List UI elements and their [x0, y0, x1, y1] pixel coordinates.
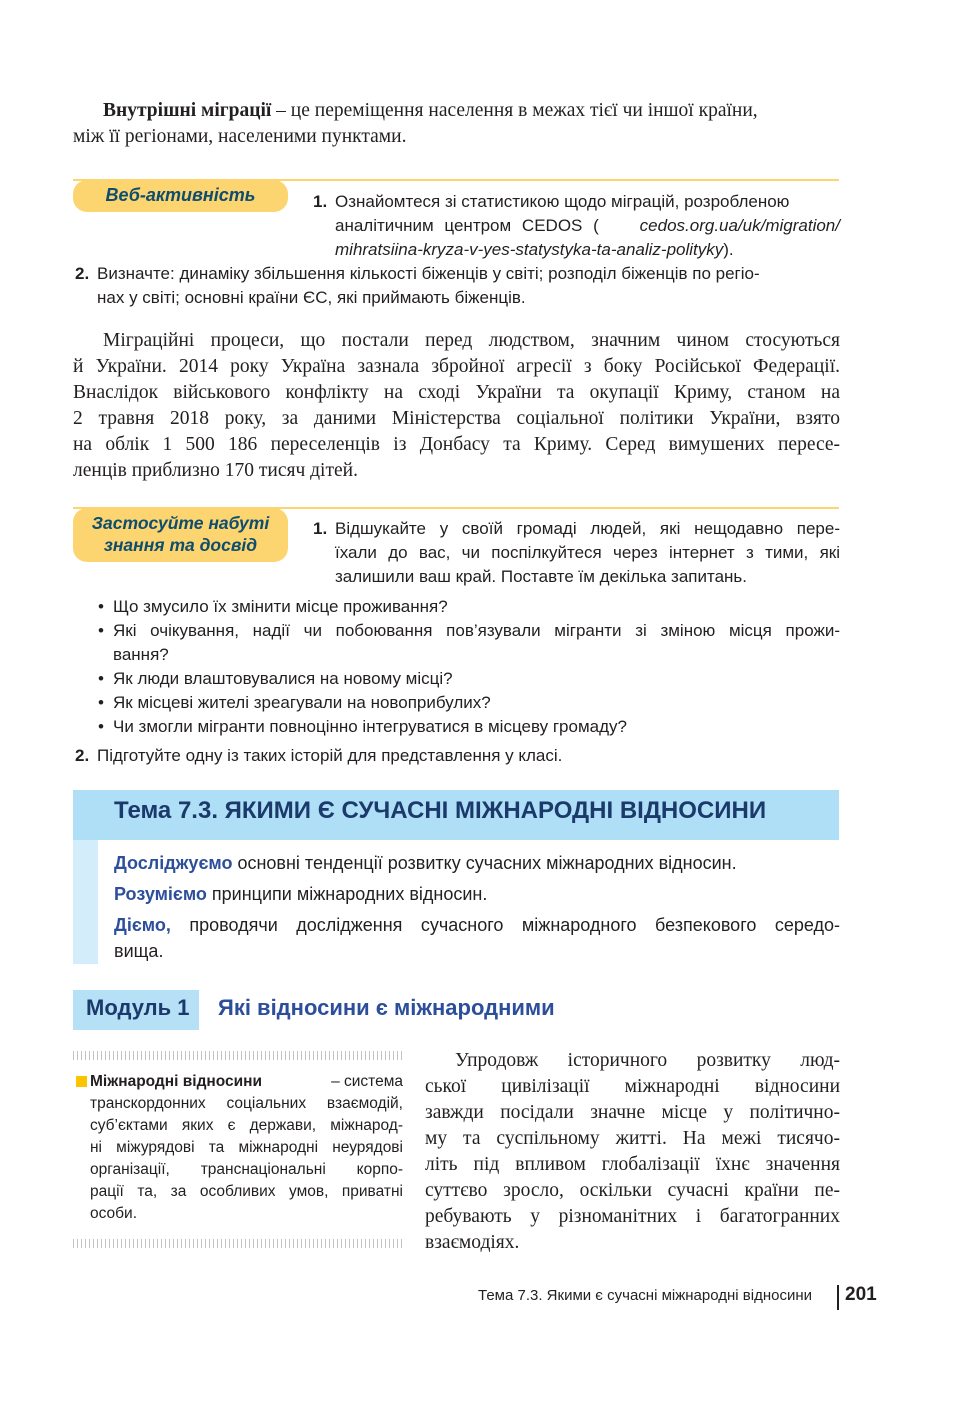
- glossary-bottom-rule: [73, 1239, 403, 1248]
- web-item1-number: 1.: [313, 192, 328, 211]
- module-body-text: Упродовж історичного розвитку люд- ської цивілізації міжнародні відносини завжди посідали значне місце у політично- му та суспільному житті. На межі тисячо- літь під впливом глобалізації їхнє значення суттєво зросло, оскільки сучасні країни пе- ребувають у різноманітних і багатогранних взаємодіях.: [425, 1050, 840, 1253]
- apply-bullet-1: • Що змусило їх змінити місце проживання?: [113, 595, 448, 619]
- web-item1-line1: Ознайомтеся зі статистикою щодо міграцій, розробленою: [335, 192, 790, 211]
- apply-bullet-4: • Як місцеві жителі зреагували на новоприбулих?: [113, 691, 491, 715]
- glossary-term: Міжнародні відносини: [90, 1073, 263, 1090]
- apply-label: Застосуйте набуті знання та досвід: [73, 508, 288, 562]
- web-item2-line1: Визначте: динаміку збільшення кількості біженців у світі; розподіл біженців по регіо-: [97, 264, 760, 283]
- cedos-link[interactable]: cedos.org.ua/uk/migration/: [639, 216, 840, 235]
- web-item1-line2: аналітичним центром CEDOS ( cedos.org.ua/uk/migration/: [335, 214, 840, 238]
- goal-explore: Досліджуємо основні тенденції розвитку сучасних міжнародних відносин.: [114, 853, 737, 873]
- apply-bullet-3: • Як люди влаштовувалися на новому місці?: [113, 667, 453, 691]
- apply-item1-text: Відшукайте у своїй громаді людей, які нещодавно пере- їхали до вас, чи поспілкуйтеся через інтернет з тими, які залишили ваш край. Поставте їм декілька запитань.: [335, 519, 840, 586]
- footer-divider: [837, 1285, 839, 1310]
- topic-title: Тема 7.3. ЯКИМИ Є СУЧАСНІ МІЖНАРОДНІ ВІДНОСИНИ: [114, 797, 767, 824]
- glossary-marker-icon: [76, 1076, 87, 1087]
- apply-bullet-2: • Які очікування, надії чи побоювання пов’язували мігранти зі зміною місця прожи-: [113, 619, 840, 643]
- topic-side-bar: [73, 840, 98, 964]
- glossary-definition: Міжнародні відносини – система транскордонних соціальних взаємодій, суб’єктами яких є держави, міжнарод- ні міжурядові та міжнародні неурядові організації, транснаціональні корпо- рації та, за особливих умов, приватні особи.: [90, 1073, 403, 1222]
- intro-line-1: Внутрішні міграції – це переміщення населення в межах тієї чи іншої країни,: [103, 100, 758, 121]
- page-number: 201: [845, 1284, 877, 1305]
- apply-item2-number: 2.: [75, 746, 90, 765]
- apply-item1-number: 1.: [313, 519, 328, 538]
- web-item1-line3: mihratsiina-kryza-v-yes-statystyka-ta-analiz-polityky).: [335, 240, 734, 259]
- glossary-top-rule: [73, 1051, 403, 1060]
- module-label: Модуль 1: [86, 995, 190, 1020]
- apply-bullet-2-cont: вання?: [113, 645, 169, 664]
- intro-term: Внутрішні міграції: [103, 100, 272, 121]
- intro-line-2: між її регіонами, населеними пунктами.: [73, 126, 407, 147]
- web-item2-number: 2.: [75, 264, 90, 283]
- web-activity-label: Веб-активність: [73, 180, 288, 212]
- migration-paragraph: Міграційні процеси, що постали перед людством, значним чином стосуються й України. 2014 року Україна зазнала збройної агресії з боку Російської Федерації. Внаслідок військового конфлікту на сході України та окупації Криму, станом на 2 травня 2018 року, за даними Міністерства соціальної політики України, взято на облік 1 500 186 переселенців із Донбасу та Криму. Серед вимушених пересе- ленців приблизно 170 тисяч дітей.: [73, 330, 840, 481]
- apply-bullet-5: • Чи змогли мігранти повноцінно інтегруватися в місцеву громаду?: [113, 715, 627, 739]
- cedos-link-cont[interactable]: mihratsiina-kryza-v-yes-statystyka-ta-analiz-polityky: [335, 240, 724, 259]
- apply-item2-text: Підготуйте одну із таких історій для представлення у класі.: [97, 746, 563, 765]
- goal-understand: Розуміємо принципи міжнародних відносин.: [114, 884, 488, 904]
- web-item2-line2: нах у світі; основні країни ЄС, які приймають біженців.: [97, 288, 526, 307]
- goal-act: Діємо, проводячи дослідження сучасного міжнародного безпекового середо-: [114, 915, 840, 935]
- footer-running-title: Тема 7.3. Якими є сучасні міжнародні відносини: [478, 1287, 812, 1304]
- goal-act-cont: вища.: [114, 941, 164, 961]
- module-title: Які відносини є міжнародними: [218, 995, 555, 1020]
